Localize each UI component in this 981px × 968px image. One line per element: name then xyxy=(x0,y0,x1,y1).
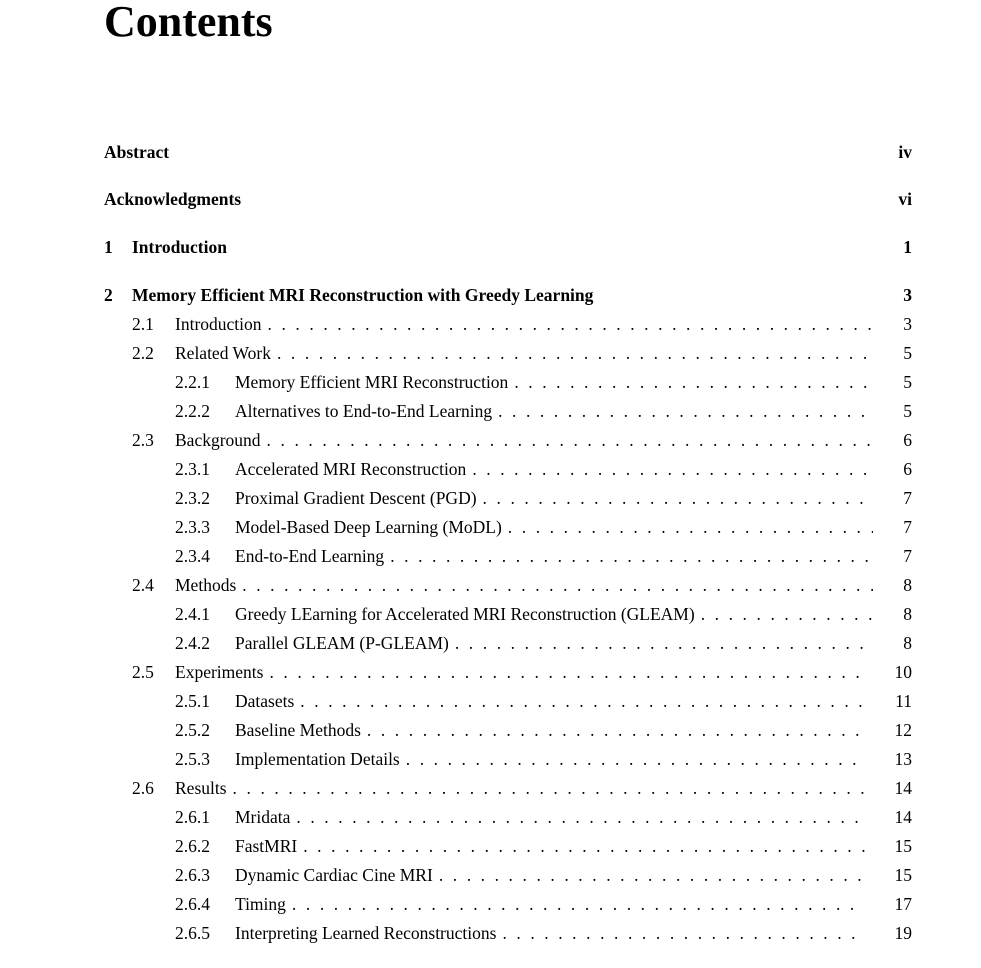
toc-entry-label: Acknowledgments xyxy=(104,187,247,211)
toc-subsection-2-6-5[interactable] xyxy=(104,921,912,945)
toc-entry-number: 2.6.2 xyxy=(175,836,210,856)
toc-entry-page: 3 xyxy=(903,285,912,305)
toc-entry-label: Dynamic Cardiac Cine MRI xyxy=(235,863,439,887)
toc-entry-number: 2.4.1 xyxy=(175,604,210,624)
toc-entry-label: Implementation Details xyxy=(235,747,406,771)
dot-leader xyxy=(367,718,865,742)
toc-entry-label: Timing xyxy=(235,892,292,916)
toc-entry-label: Introduction xyxy=(175,312,268,336)
toc-entry-number: 2.4.2 xyxy=(175,633,210,653)
toc-entry-page: 5 xyxy=(903,372,912,392)
toc-entry-page: 1 xyxy=(903,237,912,257)
toc-entry-number: 2.6.5 xyxy=(175,923,210,943)
toc-subsection-2-3-3[interactable] xyxy=(104,515,912,539)
toc-entry-label: Greedy LEarning for Accelerated MRI Reconstruction (GLEAM) xyxy=(235,602,701,626)
toc-entry-page: 6 xyxy=(903,430,912,450)
dot-leader xyxy=(701,602,874,626)
toc-entry-label: Datasets xyxy=(235,689,300,713)
dot-leader xyxy=(277,341,873,365)
toc-entry-number: 2.1 xyxy=(132,314,154,334)
toc-entry-page: 14 xyxy=(894,778,912,798)
page-title: Contents xyxy=(104,0,273,46)
toc-entry-abstract[interactable] xyxy=(104,140,912,164)
toc-chapter-2[interactable] xyxy=(104,283,912,307)
dot-leader xyxy=(472,457,873,481)
toc-entry-number: 2.3 xyxy=(132,430,154,450)
toc-subsection-2-6-2[interactable] xyxy=(104,834,912,858)
dot-leader xyxy=(268,312,874,336)
toc-entry-label: Memory Efficient MRI Reconstruction with Greedy Learning xyxy=(132,283,599,307)
toc-entry-number: 2.6.4 xyxy=(175,894,210,914)
toc-entry-label: Interpreting Learned Reconstructions xyxy=(235,921,502,945)
toc-entry-label: Methods xyxy=(175,573,242,597)
toc-subsection-2-6-3[interactable] xyxy=(104,863,912,887)
dot-leader xyxy=(455,631,873,655)
dot-leader xyxy=(514,370,873,394)
toc-entry-number: 2.5 xyxy=(132,662,154,682)
toc-entry-number: 2.5.1 xyxy=(175,691,210,711)
toc-entry-label: Baseline Methods xyxy=(235,718,367,742)
toc-entry-number: 2.6 xyxy=(132,778,154,798)
toc-entry-page: 15 xyxy=(894,865,912,885)
toc-entry-number: 2.3.1 xyxy=(175,459,210,479)
toc-entry-page: 13 xyxy=(894,749,912,769)
dot-leader xyxy=(498,399,873,423)
dot-leader xyxy=(269,660,864,684)
toc-entry-page: 17 xyxy=(894,894,912,914)
toc-entry-label: FastMRI xyxy=(235,834,303,858)
toc-entry-page: 7 xyxy=(903,546,912,566)
toc-entry-label: Results xyxy=(175,776,233,800)
toc-entry-page: 7 xyxy=(903,517,912,537)
toc-subsection-2-3-4[interactable] xyxy=(104,544,912,568)
dot-leader xyxy=(390,544,873,568)
toc-section-2-3[interactable] xyxy=(104,428,912,452)
toc-entry-number: 2.5.2 xyxy=(175,720,210,740)
toc-subsection-2-5-1[interactable] xyxy=(104,689,912,713)
toc-entry-page: 8 xyxy=(903,633,912,653)
dot-leader xyxy=(303,834,864,858)
toc-entry-number: 2.3.3 xyxy=(175,517,210,537)
toc-entry-page: 6 xyxy=(903,459,912,479)
dot-leader xyxy=(439,863,865,887)
toc-entry-number: 2.6.3 xyxy=(175,865,210,885)
toc-entry-number: 2.2.2 xyxy=(175,401,210,421)
toc-entry-page: 11 xyxy=(895,691,912,711)
toc-entry-label: Memory Efficient MRI Reconstruction xyxy=(235,370,514,394)
toc-entry-label: Abstract xyxy=(104,140,175,164)
toc-entry-number: 2.2 xyxy=(132,343,154,363)
toc-subsection-2-3-1[interactable] xyxy=(104,457,912,481)
toc-chapter-1[interactable] xyxy=(104,235,912,259)
toc-subsection-2-5-3[interactable] xyxy=(104,747,912,771)
toc-section-2-5[interactable] xyxy=(104,660,912,684)
toc-entry-label: Parallel GLEAM (P-GLEAM) xyxy=(235,631,455,655)
toc-entry-label: Model-Based Deep Learning (MoDL) xyxy=(235,515,508,539)
toc-entry-number: 2.3.4 xyxy=(175,546,210,566)
toc-entry-label: Related Work xyxy=(175,341,277,365)
toc-entry-page: 7 xyxy=(903,488,912,508)
toc-entry-number: 2.6.1 xyxy=(175,807,210,827)
toc-subsection-2-4-2[interactable] xyxy=(104,631,912,655)
toc-entry-label: Introduction xyxy=(132,235,233,259)
toc-entry-label: Experiments xyxy=(175,660,269,684)
toc-entry-label: Alternatives to End-to-End Learning xyxy=(235,399,498,423)
dot-leader xyxy=(242,573,873,597)
toc-entry-number: 2.5.3 xyxy=(175,749,210,769)
dot-leader xyxy=(508,515,873,539)
toc-entry-page: 12 xyxy=(894,720,912,740)
toc-entry-label: Proximal Gradient Descent (PGD) xyxy=(235,486,483,510)
toc-entry-page: 10 xyxy=(894,662,912,682)
toc-entry-number: 2.2.1 xyxy=(175,372,210,392)
toc-entry-label: Accelerated MRI Reconstruction xyxy=(235,457,472,481)
toc-entry-number: 2 xyxy=(104,285,113,305)
toc-subsection-2-6-1[interactable] xyxy=(104,805,912,829)
toc-subsection-2-2-1[interactable] xyxy=(104,370,912,394)
toc-entry-label: Background xyxy=(175,428,267,452)
dot-leader xyxy=(502,921,864,945)
toc-entry-acknowledgments[interactable] xyxy=(104,187,912,211)
toc-entry-page: 8 xyxy=(903,575,912,595)
toc-entry-label: Mridata xyxy=(235,805,296,829)
toc-entry-page: vi xyxy=(898,189,912,209)
toc-entry-page: 8 xyxy=(903,604,912,624)
dot-leader xyxy=(483,486,874,510)
toc-subsection-2-3-2[interactable] xyxy=(104,486,912,510)
dot-leader xyxy=(300,689,865,713)
toc-subsection-2-2-2[interactable] xyxy=(104,399,912,423)
toc-entry-page: 5 xyxy=(903,343,912,363)
toc-entry-page: 19 xyxy=(894,923,912,943)
toc-subsection-2-6-4[interactable] xyxy=(104,892,912,916)
toc-entry-page: 15 xyxy=(894,836,912,856)
toc-subsection-2-5-2[interactable] xyxy=(104,718,912,742)
toc-entry-page: 5 xyxy=(903,401,912,421)
toc-entry-label: End-to-End Learning xyxy=(235,544,390,568)
toc-entry-page: 3 xyxy=(903,314,912,334)
dot-leader xyxy=(406,747,865,771)
dot-leader xyxy=(296,805,864,829)
toc-section-2-2[interactable] xyxy=(104,341,912,365)
toc-entry-number: 2.3.2 xyxy=(175,488,210,508)
dot-leader xyxy=(233,776,865,800)
toc-entry-page: 14 xyxy=(894,807,912,827)
toc-subsection-2-4-1[interactable] xyxy=(104,602,912,626)
toc-section-2-4[interactable] xyxy=(104,573,912,597)
dot-leader xyxy=(267,428,874,452)
toc-entry-number: 2.4 xyxy=(132,575,154,595)
toc-entry-number: 1 xyxy=(104,237,113,257)
toc-section-2-1[interactable] xyxy=(104,312,912,336)
toc-entry-page: iv xyxy=(898,142,912,162)
dot-leader xyxy=(292,892,865,916)
toc-section-2-6[interactable] xyxy=(104,776,912,800)
